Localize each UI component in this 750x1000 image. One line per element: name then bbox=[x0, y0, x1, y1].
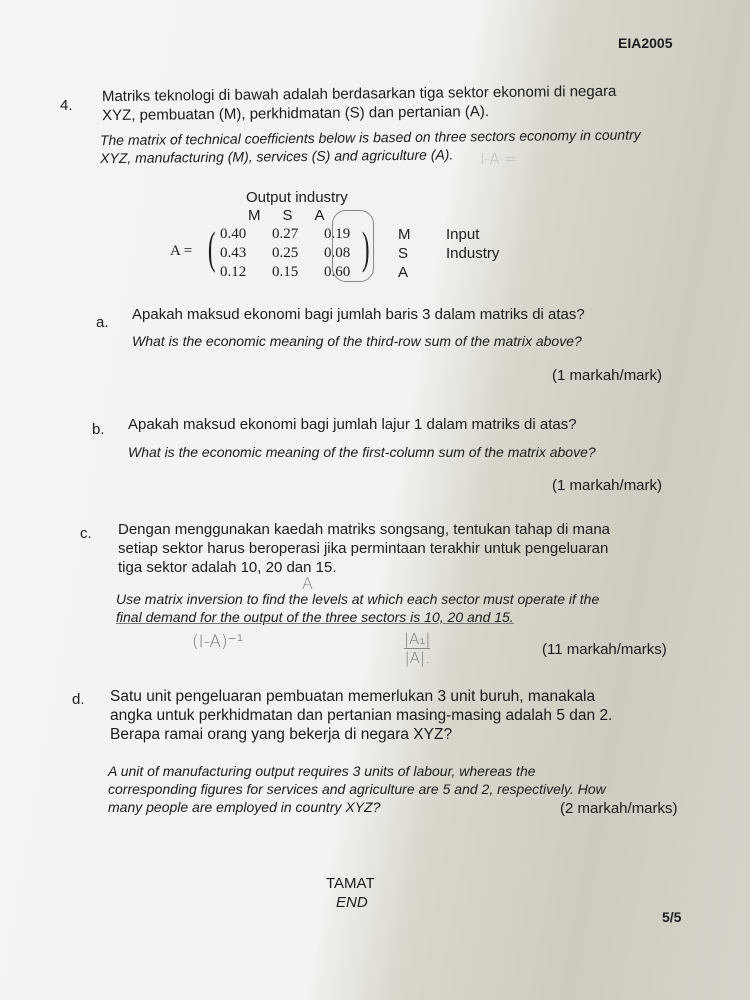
cell: 0.08 bbox=[324, 245, 351, 261]
text-line: Use matrix inversion to find the levels at which each sector must operate if the bbox=[116, 591, 600, 607]
cell: 0.43 bbox=[220, 245, 247, 261]
part-d-ms bbox=[110, 687, 612, 744]
matrix-row-labels bbox=[398, 225, 411, 282]
text-line: tiga sektor adalah 10, 20 dan 15. bbox=[118, 559, 337, 576]
text-line: Dengan menggunakan kaedah matriks songsang, tentukan tahap di mana bbox=[118, 521, 611, 538]
part-b-ms: Apakah maksud ekonomi bagi jumlah lajur 1 dalam matriks di atas? bbox=[128, 416, 577, 433]
text-line: A unit of manufacturing output requires 3 units of labour, whereas the bbox=[108, 763, 536, 779]
part-a-letter: a. bbox=[96, 314, 109, 331]
text-line: XYZ, pembuatan (M), perkhidmatan (S) dan pertanian (A). bbox=[102, 103, 490, 125]
end-ms: TAMAT bbox=[326, 875, 375, 892]
question-intro-en bbox=[100, 125, 700, 167]
text-line: Berapa ramai orang yang bekerja di negara XYZ? bbox=[110, 726, 453, 743]
part-a-ms: Apakah maksud ekonomi bagi jumlah baris 3 dalam matriks di atas? bbox=[132, 306, 585, 323]
cell: 0.60 bbox=[324, 264, 351, 280]
pencil-circle-column bbox=[332, 210, 374, 282]
row-label: S bbox=[398, 245, 409, 262]
text-line: angka untuk perkhidmatan dan pertanian masing-masing adalah 5 dan 2. bbox=[110, 707, 613, 724]
part-b-letter: b. bbox=[92, 421, 105, 438]
col-label: S bbox=[282, 207, 293, 224]
handwritten-fraction bbox=[404, 630, 430, 667]
handwritten-note: (I-A)⁻¹ bbox=[192, 632, 244, 652]
text-line: Satu unit pengeluaran pembuatan memerlukan 3 unit buruh, manakala bbox=[110, 688, 596, 705]
cell: 0.12 bbox=[220, 264, 247, 280]
matrix-col-labels bbox=[248, 206, 325, 225]
question-intro-ms bbox=[102, 81, 702, 125]
cell: 0.25 bbox=[272, 245, 299, 261]
part-b-marks: (1 markah/mark) bbox=[552, 477, 663, 494]
text-line: The matrix of technical coefficients below is based on three sectors economy in country bbox=[99, 126, 641, 149]
end-en: END bbox=[336, 894, 368, 911]
handwritten-note: A bbox=[302, 574, 313, 593]
page-number: 5/5 bbox=[662, 909, 682, 925]
left-paren: ( bbox=[207, 222, 216, 273]
matrix-lhs: A = bbox=[170, 243, 193, 259]
part-d-marks: (2 markah/marks) bbox=[560, 800, 678, 817]
technology-matrix bbox=[170, 188, 530, 283]
side-label-line: Input bbox=[446, 226, 480, 243]
side-label-line: Industry bbox=[446, 245, 500, 262]
part-d-en bbox=[108, 762, 606, 816]
handwritten-note: I-A = bbox=[480, 150, 518, 168]
cell: 0.19 bbox=[324, 226, 351, 242]
cell: 0.27 bbox=[272, 226, 299, 242]
col-label: M bbox=[248, 207, 261, 224]
course-code: EIA2005 bbox=[618, 35, 673, 51]
right-paren: ) bbox=[361, 222, 370, 273]
cell: 0.15 bbox=[272, 264, 299, 280]
text-line: final demand for the output of the three sectors is 10, 20 and 15. bbox=[116, 609, 514, 625]
part-b-en: What is the economic meaning of the first-column sum of the matrix above? bbox=[128, 444, 596, 460]
part-a-en: What is the economic meaning of the third-row sum of the matrix above? bbox=[132, 333, 582, 349]
text-line: setiap sektor harus beroperasi jika permintaan terakhir untuk pengeluaran bbox=[118, 540, 609, 557]
part-a-marks: (1 markah/mark) bbox=[552, 367, 663, 384]
row-label: M bbox=[398, 226, 411, 243]
question-number: 4. bbox=[60, 97, 73, 114]
col-label: A bbox=[314, 207, 325, 224]
cell: 0.40 bbox=[220, 226, 247, 242]
part-c-marks: (11 markah/marks) bbox=[542, 641, 667, 658]
text-line: many people are employed in country XYZ? bbox=[108, 799, 381, 815]
part-c-ms bbox=[118, 520, 610, 577]
fraction-numerator: |A₁| bbox=[404, 630, 431, 648]
matrix-side-label bbox=[446, 225, 499, 263]
text-line: XYZ, manufacturing (M), services (S) and agriculture (A). bbox=[100, 146, 454, 167]
row-label: A bbox=[398, 264, 409, 281]
fraction-denominator: |A|. bbox=[404, 649, 430, 667]
text-line: Matriks teknologi di bawah adalah berdasarkan tiga sektor ekonomi di negara bbox=[101, 82, 617, 106]
matrix-title: Output industry bbox=[246, 189, 348, 206]
part-c-en bbox=[116, 590, 599, 626]
part-d-letter: d. bbox=[72, 691, 85, 708]
part-c-letter: c. bbox=[80, 525, 92, 542]
text-line: corresponding figures for services and agriculture are 5 and 2, respectively. How bbox=[108, 781, 606, 797]
